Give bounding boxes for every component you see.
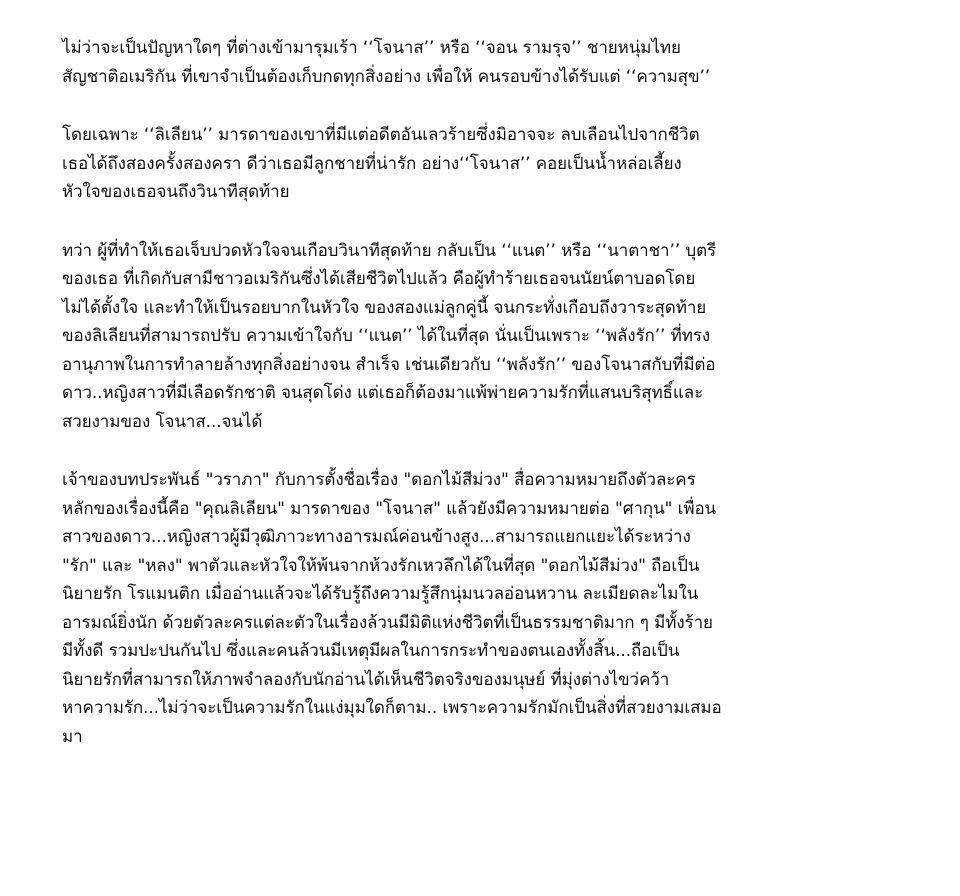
text-line: ทว่า ผู้ที่ทำให้เธอเจ็บปวดหัวใจจนเกือบวินาทีสุดท้าย กลับเป็น ‘‘แนต’’ หรือ ‘‘นาตาชา’’ บุตรี [62, 240, 717, 261]
text-line: ไม่ว่าจะเป็นปัญหาใดๆ ที่ต่างเข้ามารุมเร้า ‘‘โจนาส’’ หรือ ‘‘จอน รามรุจ’’ ชายหนุ่มไทย [62, 38, 681, 58]
text-line: มา [62, 726, 83, 747]
text-line: สาวของดาว...หญิงสาวผู้มีวุฒิภาวะทางอารมณ์ค่อนข้างสูง...สามารถแยกแยะได้ระหว่าง [62, 527, 691, 547]
text-line: อานุภาพในการทำลายล้างทุกสิ่งอย่างจน สำเร็จ เช่นเดียวกับ ‘‘พลังรัก’’ ของโจนาสกับที่มีต่อ [62, 354, 716, 375]
paragraph-4 [62, 466, 942, 751]
text-line: โดยเฉพาะ ‘‘ลิเลียน’’ มารดาของเขาที่มีแต่อดีตอันเลวร้ายซึ่งมิอาจจะ ลบเลือนไปจากชีวิต [62, 125, 700, 145]
text-line: "รัก" และ "หลง" พาตัวและหัวใจให้พ้นจากห้วงรักเหวลึกได้ในที่สุด "ดอกไม้สีม่วง" ถือเป็น [62, 555, 700, 576]
text-line: หาความรัก...ไม่ว่าจะเป็นความรักในแง่มุมใดก็ตาม.. เพราะความรักมักเป็นสิ่งที่สวยงามเสมอ [62, 698, 722, 718]
paragraph-1 [62, 34, 942, 91]
text-line: นิยายรักที่สามารถให้ภาพจำลองกับนักอ่านได้เห็นชีวิตจริงของมนุษย์ ที่มุ่งต่างไขว่คว้า [62, 669, 670, 690]
text-line: เธอได้ถึงสองครั้งสองครา ดีว่าเธอมีลูกชายที่น่ารัก อย่าง‘‘โจนาส’’ คอยเป็นน้ำหล่อเลี้ยง [62, 153, 682, 174]
text-line: ของเธอ ที่เกิดกับสามีชาวอเมริกันซึ่งได้เสียชีวิตไปแล้ว คือผู้ทำร้ายเธอจนนัยน์ตาบอดโดย [62, 269, 696, 289]
text-line: หัวใจของเธอจนถึงวินาทีสุดท้าย [62, 182, 290, 202]
text-line: อารมณ์ยิ่งนัก ด้วยตัวละครแต่ละตัวในเรื่องล้วนมีมิติแห่งชีวิตที่เป็นธรรมชาติมาก ๆ มีทั้งร้าย [62, 612, 713, 633]
text-line: เจ้าของบทประพันธ์ "วราภา" กับการตั้งชื่อเรื่อง "ดอกไม้สีม่วง" สื่อความหมายถึงตัวละคร [62, 470, 696, 490]
text-line: สัญชาติอเมริกัน ที่เขาจำเป็นต้องเก็บกดทุกสิ่งอย่าง เพื่อให้ คนรอบข้างได้รับแต่ ‘‘ความสุข’’ [62, 66, 711, 87]
paragraph-2 [62, 121, 942, 207]
text-line: นิยายรัก โรแมนติก เมื่ออ่านแล้วจะได้รับรู้ถึงความรู้สึกนุ่มนวลอ่อนหวาน ละเมียดละไมใน [62, 584, 699, 604]
text-line: หลักของเรื่องนี้คือ "คุณลิเลียน" มารดาของ "โจนาส" แล้วยังมีความหมายต่อ "ศากุน" เพื่อน [62, 498, 717, 519]
article-body [62, 34, 942, 781]
text-line: ของลิเลียนที่สามารถปรับ ความเข้าใจกับ ‘‘แนต’’ ได้ในที่สุด นั่นเป็นเพราะ ‘‘พลังรัก’’ ที่ทรง [62, 326, 711, 346]
text-line: ไม่ได้ตั้งใจ และทำให้เป็นรอยบากในหัวใจ ของสองแม่ลูกคู่นี้ จนกระทั่งเกือบถึงวาระสุดท้าย [62, 297, 707, 318]
paragraph-3 [62, 237, 942, 437]
text-line: มีทั้งดี รวมปะปนกันไป ซึ่งและคนล้วนมีเหตุมีผลในการกระทำของตนเองทั้งสิ้น...ถือเป็น [62, 641, 680, 661]
text-line: ดาว..หญิงสาวที่มีเลือดรักชาติ จนสุดโด่ง แต่เธอก็ต้องมาแพ้พ่ายความรักที่แสนบริสุทธิ์และ [62, 383, 704, 403]
text-line: สวยงามของ โจนาส...จนได้ [62, 411, 263, 432]
